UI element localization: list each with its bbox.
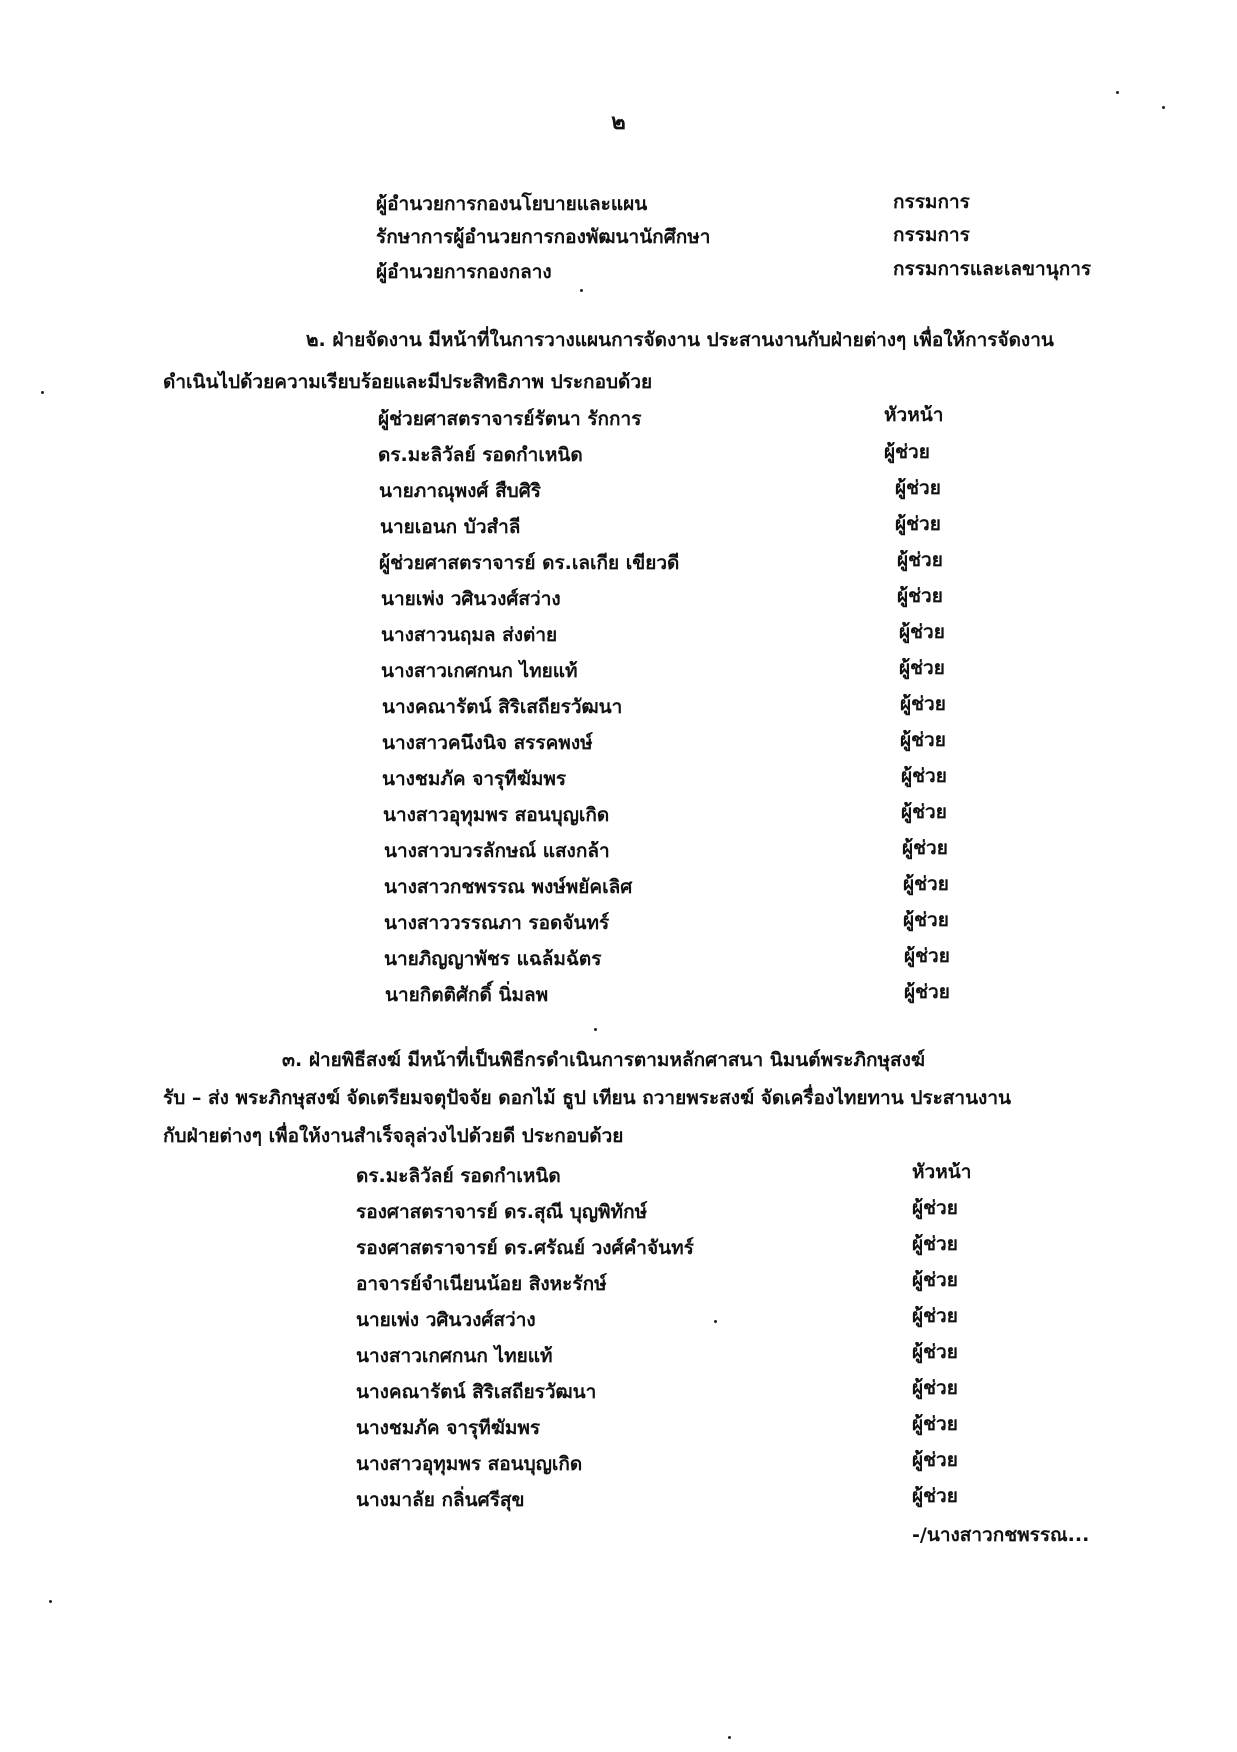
section2-member-name: ผู้ช่วยศาสตราจารย์ ดร.เลเกีย เขียวดี: [379, 552, 680, 574]
section2-member-name: นางสาวอุทุมพร สอนบุญเกิด: [383, 804, 610, 826]
section2-member-name: นางสาวนฤมล ส่งต่าย: [381, 624, 558, 646]
committee-tail-name-1: ผู้อำนวยการกองนโยบายและแผน: [376, 193, 648, 215]
section2-member-role: ผู้ช่วย: [897, 585, 943, 607]
section2-member-role: ผู้ช่วย: [895, 477, 941, 499]
section3-line-1: ๓. ฝ่ายพิธีสงฆ์ มีหน้าที่เป็นพิธีกรดำเนินการตามหลักศาสนา นิมนต์พระภิกษุสงฆ์: [282, 1049, 926, 1071]
section2-member-role: ผู้ช่วย: [903, 909, 949, 931]
section2-member-name: นางสาวเกศกนก ไทยแท้: [381, 660, 578, 682]
section2-member-name: นายเพ่ง วศินวงศ์สว่าง: [381, 588, 561, 610]
section2-member-role: ผู้ช่วย: [900, 729, 946, 751]
section2-member-name: นางสาวบวรลักษณ์ แสงกล้า: [384, 840, 610, 862]
section2-member-role: ผู้ช่วย: [901, 801, 947, 823]
section2-member-name: นายกิตติศักดิ์ นิ่มลพ: [385, 984, 549, 1006]
section3-member-name: นางชมภัค จารุทีฆัมพร: [356, 1417, 541, 1439]
section3-member-name: นางคณารัตน์ สิริเสถียรวัฒนา: [356, 1381, 597, 1403]
section3-member-name: นางมาลัย กลิ่นศรีสุข: [356, 1489, 525, 1511]
scan-speck: [41, 391, 44, 394]
section2-member-name: นางสาววรรณภา รอดจันทร์: [384, 912, 610, 934]
section3-member-name: รองศาสตราจารย์ ดร.สุณี บุญพิทักษ์: [356, 1201, 648, 1223]
scan-speck: [580, 289, 583, 292]
section2-member-name: นางสาวกชพรรณ พงษ์พยัคเลิศ: [384, 876, 633, 898]
section2-member-role: ผู้ช่วย: [902, 837, 948, 859]
committee-tail-name-3: ผู้อำนวยการกองกลาง: [376, 261, 552, 283]
section2-member-role: ผู้ช่วย: [900, 693, 946, 715]
continuation-note: -/นางสาวกชพรรณ...: [912, 1524, 1090, 1546]
section3-member-name: ดร.มะลิวัลย์ รอดกำเหนิด: [356, 1165, 561, 1187]
page-number: ๒: [611, 110, 626, 135]
section3-member-name: นางสาวอุทุมพร สอนบุญเกิด: [356, 1453, 583, 1475]
section2-member-role: ผู้ช่วย: [904, 981, 950, 1003]
committee-tail-role-2: กรรมการ: [893, 224, 970, 246]
section2-line-2: ดำเนินไปด้วยความเรียบร้อยและมีประสิทธิภาพ ประกอบด้วย: [163, 371, 653, 393]
section2-member-role: ผู้ช่วย: [904, 945, 950, 967]
scan-speck: [714, 1320, 717, 1323]
section3-member-role: ผู้ช่วย: [912, 1233, 958, 1255]
committee-tail-role-1: กรรมการ: [893, 191, 970, 213]
section3-member-name: นายเพ่ง วศินวงศ์สว่าง: [356, 1309, 536, 1331]
section3-member-role: ผู้ช่วย: [912, 1449, 958, 1471]
section2-member-name: นางสาวคนึงนิจ สรรคพงษ์: [382, 732, 593, 754]
committee-tail-name-2: รักษาการผู้อำนวยการกองพัฒนานักศึกษา: [376, 226, 711, 248]
scan-speck: [1162, 106, 1165, 109]
section2-member-name: นางคณารัตน์ สิริเสถียรวัฒนา: [382, 696, 623, 718]
section2-member-name: นายเอนก บัวสำลี: [380, 516, 521, 538]
section3-member-name: อาจารย์จำเนียนน้อย สิงหะรักษ์: [356, 1273, 607, 1295]
scan-speck: [49, 1600, 52, 1603]
section3-line-2: รับ – ส่ง พระภิกษุสงฆ์ จัดเตรียมจตุปัจจัย ดอกไม้ ธูป เทียน ถวายพระสงฆ์ จัดเครื่องไทยทาน ประสานงาน: [163, 1087, 1011, 1109]
section3-line-3: กับฝ่ายต่างๆ เพื่อให้งานสำเร็จลุล่วงไปด้วยดี ประกอบด้วย: [163, 1125, 624, 1147]
section2-member-name: ดร.มะลิวัลย์ รอดกำเหนิด: [378, 444, 583, 466]
section2-member-name: ผู้ช่วยศาสตราจารย์รัตนา รักการ: [378, 408, 642, 430]
section2-member-role: ผู้ช่วย: [895, 513, 941, 535]
section2-line-1: ๒. ฝ่ายจัดงาน มีหน้าที่ในการวางแผนการจัดงาน ประสานงานกับฝ่ายต่างๆ เพื่อให้การจัดงาน: [306, 329, 1054, 351]
section2-member-name: นางชมภัค จารุทีฆัมพร: [382, 768, 567, 790]
section3-member-role: ผู้ช่วย: [912, 1377, 958, 1399]
section2-member-role: ผู้ช่วย: [884, 441, 930, 463]
section3-member-role: ผู้ช่วย: [912, 1305, 958, 1327]
section2-member-role: ผู้ช่วย: [899, 621, 945, 643]
section3-member-role: ผู้ช่วย: [912, 1269, 958, 1291]
section2-member-role: ผู้ช่วย: [903, 873, 949, 895]
section2-member-role: ผู้ช่วย: [901, 765, 947, 787]
scan-speck: [1116, 91, 1119, 94]
section3-member-role: ผู้ช่วย: [912, 1485, 958, 1507]
section2-member-role: ผู้ช่วย: [897, 549, 943, 571]
section3-member-name: รองศาสตราจารย์ ดร.ศรัณย์ วงศ์คำจันทร์: [356, 1237, 694, 1259]
scan-speck: [728, 1736, 731, 1739]
section3-member-role: ผู้ช่วย: [912, 1413, 958, 1435]
section2-member-role: ผู้ช่วย: [899, 657, 945, 679]
committee-tail-role-3: กรรมการและเลขานุการ: [893, 258, 1092, 280]
scan-speck: [594, 1028, 597, 1031]
section2-member-name: นายภิญญาพัชร แฉล้มฉัตร: [384, 948, 602, 970]
section3-member-role: ผู้ช่วย: [912, 1197, 958, 1219]
section2-member-name: นายภาณุพงศ์ สืบศิริ: [379, 480, 542, 502]
section3-member-role: ผู้ช่วย: [912, 1341, 958, 1363]
section2-member-role: หัวหน้า: [884, 404, 944, 426]
section3-member-name: นางสาวเกศกนก ไทยแท้: [356, 1345, 553, 1367]
section3-member-role: หัวหน้า: [912, 1161, 972, 1183]
